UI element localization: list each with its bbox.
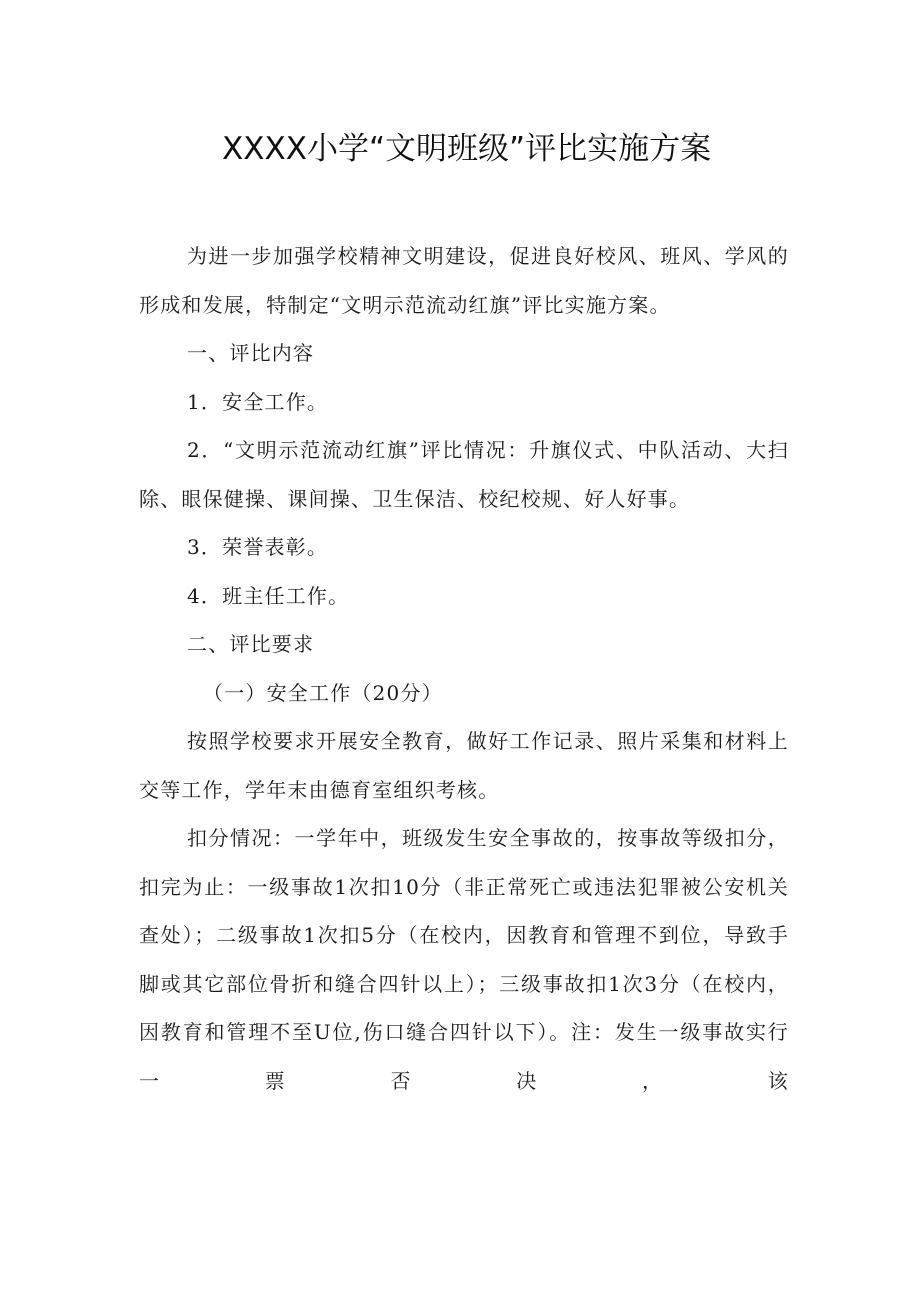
deduction-paragraph: 扣分情况：一学年中，班级发生安全事故的，按事故等级扣分，扣完为止：一级事故1次扣10分（非正常死亡或违法犯罪被公安机关查处）；二级事故1次扣5分（在校内，因教育和管理不到位，导致手脚或其它部位骨折和缝合四针以上）；三级事故扣1次3分（在校内，因教育和管理不至U位,伤口缝合四针以下）。注：发生一级事故实行一票否决，该 (139, 826, 789, 1093)
subsection-heading-safety: （一）安全工作（20分） (203, 680, 443, 705)
document-body (139, 232, 789, 1105)
section-heading-content: 一、评比内容 (187, 341, 315, 365)
list-item-2: 2．“文明示范流动红旗”评比情况：升旗仪式、中队活动、大扫除、眼保健操、课间操、卫生保洁、校纪校规、好人好事。 (139, 438, 789, 511)
section-heading-requirements: 二、评比要求 (187, 632, 315, 656)
list-item-3: 3．荣誉表彰。 (187, 535, 329, 559)
document-title: XXXX小学“文明班级”评比实施方案 (222, 131, 712, 167)
list-item-1: 1．安全工作。 (187, 389, 329, 414)
safety-paragraph: 按照学校要求开展安全教育，做好工作记录、照片采集和材料上交等工作，学年末由德育室组织考核。 (139, 729, 789, 802)
list-item-4: 4．班主任工作。 (187, 583, 350, 608)
intro-paragraph: 为进一步加强学校精神文明建设，促进良好校风、班风、学风的形成和发展，特制定“文明示范流动红旗”评比实施方案。 (139, 244, 789, 317)
